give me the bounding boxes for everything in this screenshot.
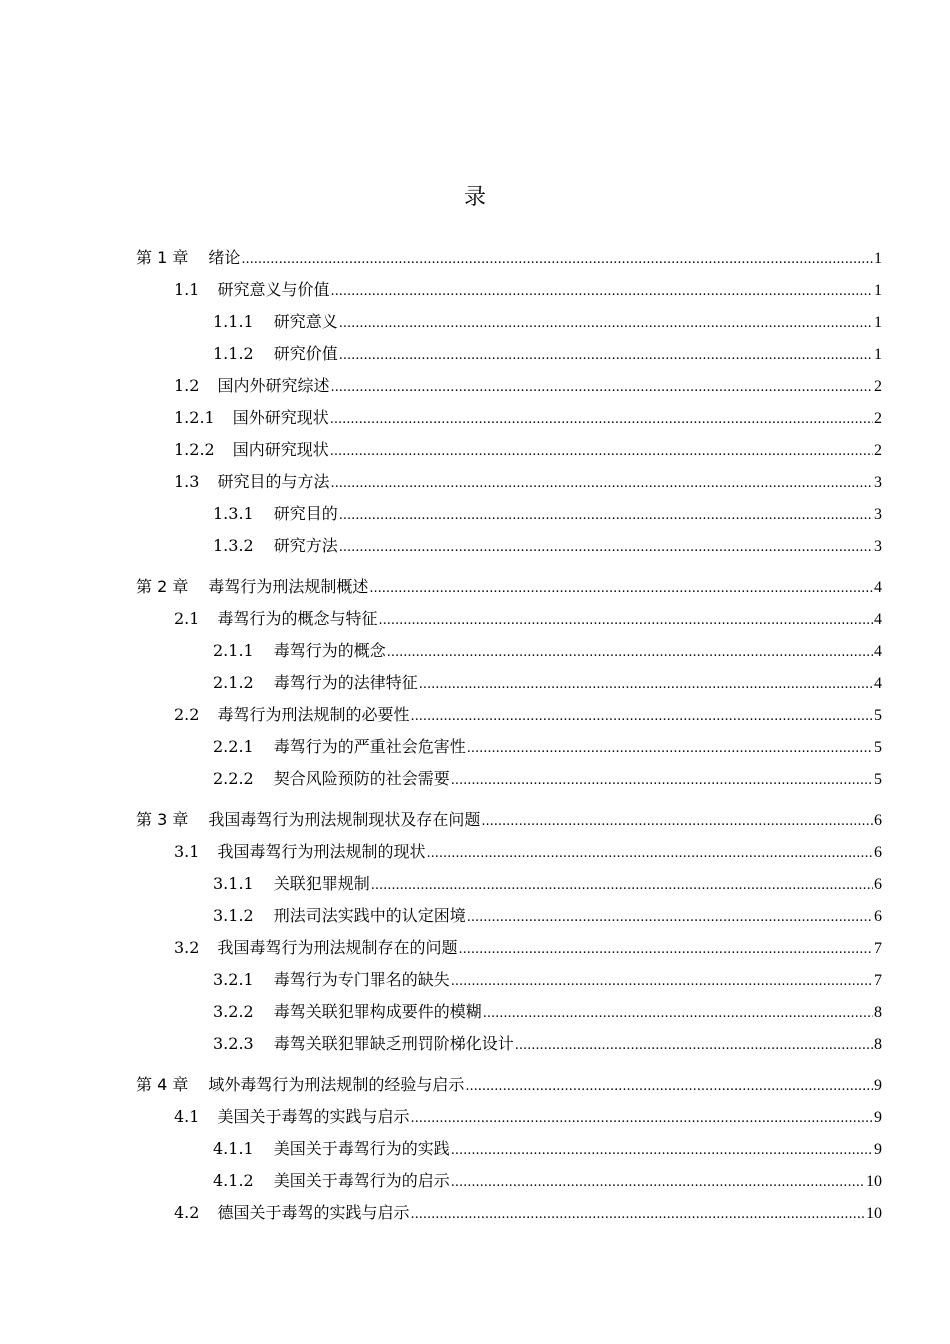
toc-leader-dots <box>330 408 873 432</box>
toc-entry-number: 4.2 <box>174 1203 200 1222</box>
toc-entry-label: 研究价值 <box>273 344 338 363</box>
toc-entry-page: 1 <box>874 250 882 267</box>
toc-entry[interactable] <box>174 1201 882 1225</box>
toc-entry-number: 1.2 <box>174 376 200 395</box>
toc-leader-dots <box>410 1203 865 1227</box>
toc-entry-page: 4 <box>874 643 882 660</box>
toc-entry[interactable] <box>213 968 882 992</box>
toc-entry-label: 德国关于毒驾的实践与启示 <box>217 1203 410 1222</box>
toc-entry-page: 2 <box>874 378 882 395</box>
toc-entry[interactable] <box>174 278 882 302</box>
toc-entry-number: 3.2.1 <box>213 970 254 989</box>
toc-entry-label: 毒驾关联犯罪构成要件的模糊 <box>273 1002 482 1021</box>
toc-entry-label: 我国毒驾行为刑法规制存在的问题 <box>217 938 458 957</box>
toc-entry[interactable] <box>213 1137 882 1161</box>
toc-leader-dots <box>339 536 873 560</box>
toc-entry-page: 9 <box>874 1141 882 1158</box>
toc-entry[interactable] <box>174 374 882 398</box>
toc-leader-dots <box>378 609 873 633</box>
toc-entry-number: 第 2 章 <box>136 577 189 596</box>
toc-entry-label: 毒驾行为专门罪名的缺失 <box>273 970 450 989</box>
toc-entry-label: 研究意义与价值 <box>217 280 330 299</box>
toc-entry-page: 1 <box>874 314 882 331</box>
toc-leader-dots <box>451 970 873 994</box>
toc-entry-page: 5 <box>874 707 882 724</box>
toc-entry-number: 1.3.2 <box>213 536 254 555</box>
toc-entry-page: 4 <box>874 579 882 596</box>
toc-leader-dots <box>369 577 873 601</box>
toc-entry-page: 6 <box>874 812 882 829</box>
toc-entry-number: 第 4 章 <box>136 1075 189 1094</box>
toc-entry-page: 9 <box>874 1077 882 1094</box>
toc-entry[interactable] <box>174 470 882 494</box>
toc-entry-number: 2.2.2 <box>213 769 254 788</box>
toc-leader-dots <box>339 312 873 336</box>
toc-entry-label: 绪论 <box>208 248 241 267</box>
toc-entry-label: 研究意义 <box>273 312 338 331</box>
toc-entry-label: 域外毒驾行为刑法规制的经验与启示 <box>208 1075 465 1094</box>
toc-entry-label: 美国关于毒驾行为的实践 <box>273 1139 450 1158</box>
toc-leader-dots <box>330 440 873 464</box>
toc-leader-dots <box>330 280 873 304</box>
toc-entry[interactable] <box>136 575 882 599</box>
toc-leader-dots <box>339 504 873 528</box>
toc-entry-label: 毒驾行为刑法规制的必要性 <box>217 705 410 724</box>
toc-leader-dots <box>410 705 873 729</box>
toc-entry[interactable] <box>213 1000 882 1024</box>
toc-entry-label: 毒驾行为的严重社会危害性 <box>273 737 466 756</box>
toc-entry[interactable] <box>213 1032 882 1056</box>
toc-entry-number: 1.1.2 <box>213 344 254 363</box>
toc-entry[interactable] <box>174 840 882 864</box>
toc-entry-page: 3 <box>874 474 882 491</box>
toc-entry-page: 7 <box>874 940 882 957</box>
toc-entry[interactable] <box>213 671 882 695</box>
toc-entry-number: 2.2 <box>174 705 200 724</box>
toc-entry[interactable] <box>213 534 882 558</box>
toc-entry-number: 2.1.2 <box>213 673 254 692</box>
toc-leader-dots <box>483 1002 873 1026</box>
toc-entry[interactable] <box>213 502 882 526</box>
toc-entry[interactable] <box>174 703 882 727</box>
toc-entry[interactable] <box>213 735 882 759</box>
toc-entry-label: 我国毒驾行为刑法规制的现状 <box>217 842 426 861</box>
toc-entry-label: 毒驾行为的概念与特征 <box>217 609 378 628</box>
toc-entry-label: 国内外研究综述 <box>217 376 330 395</box>
toc-entry[interactable] <box>213 1169 882 1193</box>
toc-entry-page: 10 <box>866 1205 882 1222</box>
toc-entry-page: 8 <box>874 1004 882 1021</box>
toc-leader-dots <box>410 1107 873 1131</box>
toc-entry[interactable] <box>174 607 882 631</box>
toc-leader-dots <box>465 1075 873 1099</box>
toc-entry[interactable] <box>136 1073 882 1097</box>
toc-entry[interactable] <box>213 310 882 334</box>
toc-entry-number: 3.2 <box>174 938 200 957</box>
toc-entry-page: 3 <box>874 538 882 555</box>
toc-entry-number: 4.1 <box>174 1107 200 1126</box>
toc-entry[interactable] <box>174 438 882 462</box>
toc-entry-number: 1.2.2 <box>174 440 215 459</box>
toc-entry[interactable] <box>213 904 882 928</box>
toc-leader-dots <box>426 842 873 866</box>
toc-entry-page: 5 <box>874 739 882 756</box>
toc-entry-page: 1 <box>874 282 882 299</box>
toc-entry-number: 2.1.1 <box>213 641 254 660</box>
toc-leader-dots <box>387 641 873 665</box>
toc-entry[interactable] <box>213 767 882 791</box>
toc-leader-dots <box>451 769 873 793</box>
toc-leader-dots <box>241 248 873 272</box>
toc-entry-number: 3.1 <box>174 842 200 861</box>
toc-entry-number: 第 1 章 <box>136 248 189 267</box>
toc-entry-label: 毒驾行为刑法规制概述 <box>208 577 369 596</box>
toc-leader-dots <box>371 874 873 898</box>
toc-entry-number: 1.3 <box>174 472 200 491</box>
toc-entry-number: 4.1.2 <box>213 1171 254 1190</box>
toc-entry-page: 5 <box>874 771 882 788</box>
toc-entry-number: 1.1 <box>174 280 200 299</box>
toc-entry-label: 我国毒驾行为刑法规制现状及存在问题 <box>208 810 481 829</box>
toc-entry-label: 美国关于毒驾的实践与启示 <box>217 1107 410 1126</box>
toc-entry-page: 10 <box>866 1173 882 1190</box>
toc-entry[interactable] <box>213 342 882 366</box>
toc-entry-page: 9 <box>874 1109 882 1126</box>
toc-entry-label: 毒驾行为的概念 <box>273 641 386 660</box>
toc-entry-label: 契合风险预防的社会需要 <box>273 769 450 788</box>
toc-entry-number: 4.1.1 <box>213 1139 254 1158</box>
toc-entry-page: 7 <box>874 972 882 989</box>
toc-entry-label: 研究目的与方法 <box>217 472 330 491</box>
toc-entry-number: 1.1.1 <box>213 312 254 331</box>
toc-entry-label: 研究方法 <box>273 536 338 555</box>
toc-entry-number: 3.2.2 <box>213 1002 254 1021</box>
toc-entry-number: 3.2.3 <box>213 1034 254 1053</box>
toc-entry-number: 1.2.1 <box>174 408 215 427</box>
toc-entry-page: 2 <box>874 410 882 427</box>
toc-entry-page: 4 <box>874 611 882 628</box>
toc-leader-dots <box>339 344 873 368</box>
toc-entry-label: 美国关于毒驾行为的启示 <box>273 1171 450 1190</box>
toc-entry-label: 毒驾行为的法律特征 <box>273 673 418 692</box>
toc-leader-dots <box>330 376 873 400</box>
toc-entry[interactable] <box>136 246 882 270</box>
toc-entry[interactable] <box>174 406 882 430</box>
toc-entry[interactable] <box>174 936 882 960</box>
toc-entry-label: 研究目的 <box>273 504 338 523</box>
toc-entry-page: 6 <box>874 876 882 893</box>
toc-entry-label: 国内研究现状 <box>232 440 329 459</box>
toc-entry-label: 刑法司法实践中的认定困境 <box>273 906 466 925</box>
toc-entry-number: 1.3.1 <box>213 504 254 523</box>
toc-entry-number: 2.1 <box>174 609 200 628</box>
toc-entry-page: 6 <box>874 844 882 861</box>
toc-leader-dots <box>458 938 873 962</box>
toc-entry-page: 1 <box>874 346 882 363</box>
toc-entry-label: 毒驾关联犯罪缺乏刑罚阶梯化设计 <box>273 1034 514 1053</box>
toc-entry-number: 3.1.1 <box>213 874 254 893</box>
toc-leader-dots <box>467 737 873 761</box>
toc-leader-dots <box>467 906 873 930</box>
toc-leader-dots <box>481 810 873 834</box>
toc-leader-dots <box>330 472 873 496</box>
toc-entry[interactable] <box>213 872 882 896</box>
toc-entry-label: 关联犯罪规制 <box>273 874 370 893</box>
toc-leader-dots <box>515 1034 873 1058</box>
toc-entry-page: 3 <box>874 506 882 523</box>
page-title: 录 <box>463 185 486 210</box>
toc-leader-dots <box>451 1171 865 1195</box>
toc-entry-page: 6 <box>874 908 882 925</box>
toc-entry-number: 3.1.2 <box>213 906 254 925</box>
toc-entry-number: 第 3 章 <box>136 810 189 829</box>
toc-entry-page: 4 <box>874 675 882 692</box>
toc-entry-label: 国外研究现状 <box>232 408 329 427</box>
toc-entry[interactable] <box>136 808 882 832</box>
toc-entry[interactable] <box>213 639 882 663</box>
toc-entry-page: 8 <box>874 1036 882 1053</box>
toc-leader-dots <box>451 1139 873 1163</box>
toc-leader-dots <box>419 673 873 697</box>
toc-entry-number: 2.2.1 <box>213 737 254 756</box>
toc-entry-page: 2 <box>874 442 882 459</box>
toc-entry[interactable] <box>174 1105 882 1129</box>
